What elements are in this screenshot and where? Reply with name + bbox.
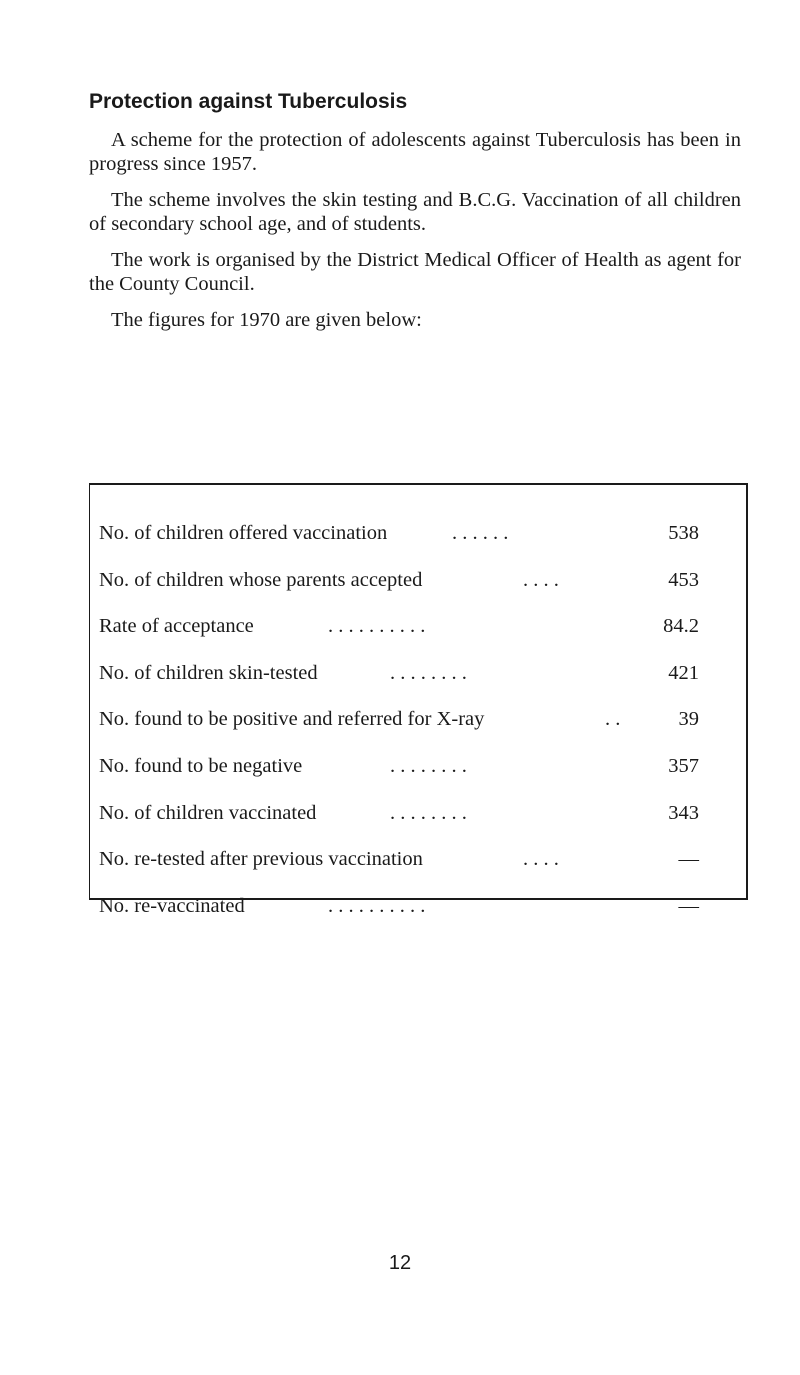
table-row xyxy=(99,661,699,708)
paragraph-organisation: The work is organised by the District Medical Officer of Health as agent for the County Council. xyxy=(89,249,741,295)
section-heading: Protection against Tuberculosis xyxy=(89,90,408,113)
row-leader-dots: . . . . . . . . xyxy=(390,661,467,684)
row-value-rate: 84.2 xyxy=(663,615,699,638)
row-label-re-vaccinated: No. re-vaccinated xyxy=(99,894,245,917)
row-value-positive: 39 xyxy=(678,708,699,731)
table-left-rule xyxy=(89,483,90,900)
paragraph-figures-intro: The figures for 1970 are given below: xyxy=(111,309,422,331)
row-label-offered: No. of children offered vaccination xyxy=(99,522,388,544)
vaccination-figures-table xyxy=(89,483,748,917)
row-leader-dots: . . . . . . . . xyxy=(390,801,467,824)
table-row xyxy=(99,614,699,661)
row-leader-dots: . . . . . . . . . . xyxy=(328,894,426,917)
table-rows xyxy=(99,521,699,940)
table-row xyxy=(99,707,699,754)
row-label-accepted: No. of children whose parents accepted xyxy=(99,568,423,591)
row-value-negative: 357 xyxy=(668,754,699,777)
paragraph-scheme-history: A scheme for the protection of adolescents against Tuberculosis has been in progress since 1957. xyxy=(89,129,741,175)
row-value-offered: 538 xyxy=(668,522,699,544)
row-value-re-tested: — xyxy=(678,848,699,871)
row-value-skin-tested: 421 xyxy=(668,661,699,684)
row-leader-dots: . . . . . . . . xyxy=(390,754,467,777)
table-row xyxy=(99,847,699,894)
table-right-rule xyxy=(746,483,748,900)
row-label-negative: No. found to be negative xyxy=(99,754,303,777)
table-row xyxy=(99,521,699,568)
table-row xyxy=(99,894,699,941)
table-row xyxy=(99,754,699,801)
row-leader-dots: . . . . xyxy=(523,568,559,591)
row-label-vaccinated: No. of children vaccinated xyxy=(99,801,317,824)
row-leader-dots: . . . . xyxy=(523,848,559,871)
row-leader-dots: . . . . . . xyxy=(452,522,509,544)
row-label-skin-tested: No. of children skin-tested xyxy=(99,661,318,684)
row-label-positive: No. found to be positive and referred for X-ray xyxy=(99,708,485,731)
paragraph-scheme-scope: The scheme involves the skin testing and B.C.G. Vaccination of all children of secondary school age, and of students. xyxy=(89,189,741,235)
row-leader-dots: . . xyxy=(605,708,621,731)
row-label-rate: Rate of acceptance xyxy=(99,615,254,638)
row-value-re-vaccinated: — xyxy=(678,894,699,917)
intro-text xyxy=(89,128,741,344)
row-value-accepted: 453 xyxy=(668,568,699,591)
page-number: 12 xyxy=(388,1252,412,1274)
table-top-rule xyxy=(89,483,748,485)
table-row xyxy=(99,801,699,848)
table-row xyxy=(99,568,699,615)
row-label-re-tested: No. re-tested after previous vaccination xyxy=(99,848,423,871)
row-value-vaccinated: 343 xyxy=(668,801,699,824)
row-leader-dots: . . . . . . . . . . xyxy=(328,615,426,638)
